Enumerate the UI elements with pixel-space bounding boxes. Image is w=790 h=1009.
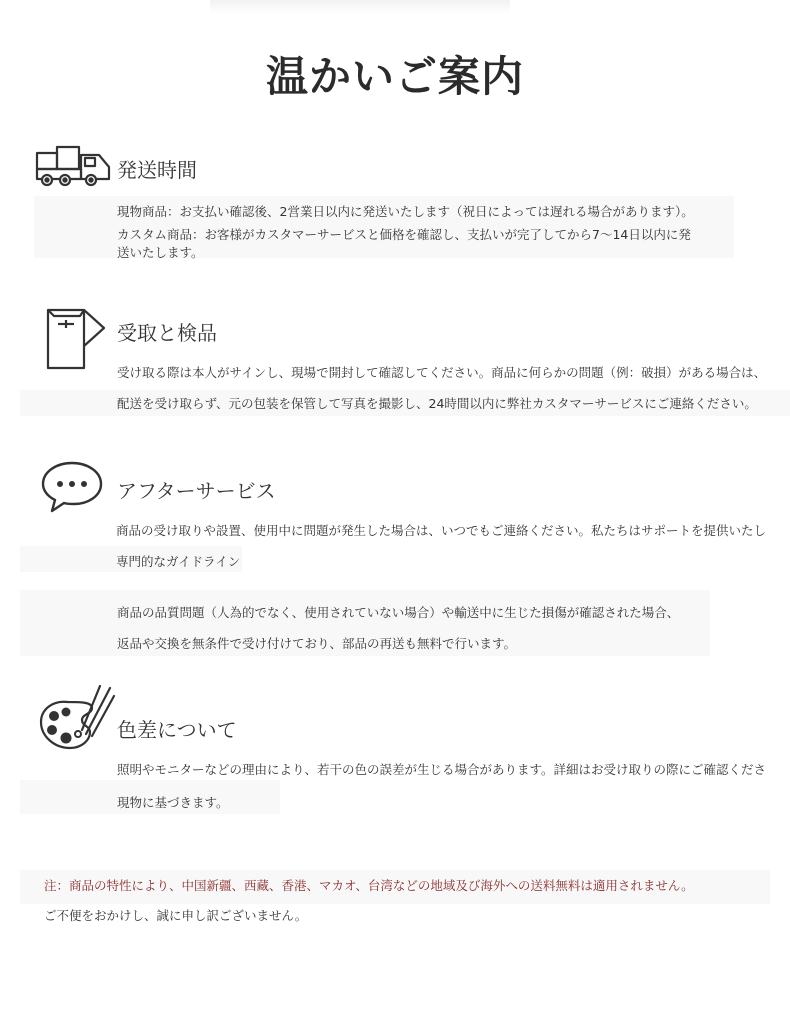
receiving-line-1: 受け取る際は本人がサインし、現場で開封して確認してください。商品に何らかの問題（例：破損）がある場合は、 [117,365,767,380]
section-heading-shipping: 発送時間 [117,158,197,182]
color-line-2: 現物に基づきます。 [117,795,229,810]
shipping-line-2: カスタム商品：お客様がカスタマーサービスと価格を確認し、支払いが完了してから7〜14日以内に発送いたします。 [117,227,691,260]
after-service-line-3: 商品の品質問題（人為的でなく、使用されていない場合）や輸送中に生じた損傷が確認された場合、 [117,605,680,620]
after-service-line-1: 商品の受け取りや設置、使用中に問題が発生した場合は、いつでもご連絡ください。私たちはサポートを提供いたし [116,523,767,538]
section-heading-after-service: アフターサービス [117,479,276,503]
section-heading-receiving: 受取と検品 [117,321,217,345]
note-line-1: 注：商品の特性により、中国新疆、西藏、香港、マカオ、台湾などの地域及び海外への送料無料は適用されません。 [44,878,694,893]
after-service-line-2: 専門的なガイドライン [116,554,241,569]
top-fade-decoration [210,0,510,14]
box-icon [40,306,112,372]
shipping-line-1: 現物商品：お支払い確認後、2営業日以内に発送いたします（祝日によっては遅れる場合があります）。 [117,204,694,219]
palette-icon [38,682,118,754]
after-service-line-4: 返品や交換を無条件で受け付けており、部品の再送も無料で行います。 [117,636,517,651]
truck-icon [33,143,115,189]
note-line-2: ご不便をおかけし、誠に申し訳ございません。 [44,908,308,923]
page-title: 温かいご案内 [265,52,524,101]
section-heading-color: 色差について [117,718,237,742]
color-line-1: 照明やモニターなどの理由により、若干の色の誤差が生じる場合があります。詳細はお受け取りの際にご確認くださ [117,762,767,777]
receiving-line-2: 配送を受け取らず、元の包装を保管して写真を撮影し、24時間以内に弊社カスタマーサービスにご連絡ください。 [117,396,757,411]
speech-bubble-icon [40,460,106,514]
